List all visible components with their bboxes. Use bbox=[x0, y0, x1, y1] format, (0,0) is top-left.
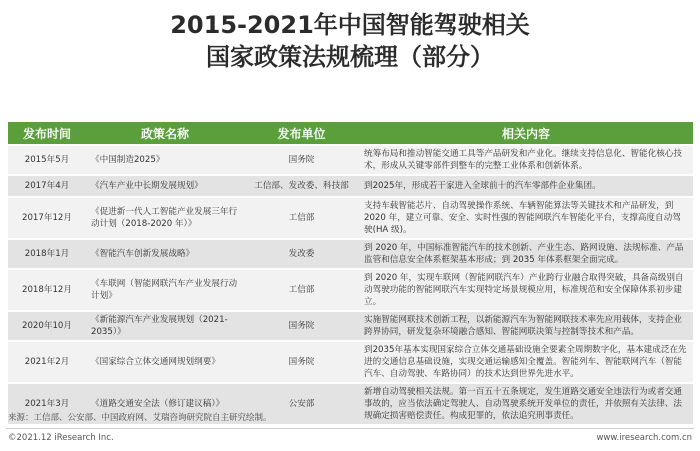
table-row bbox=[8, 198, 693, 238]
cell-policy-name: 《新能源汽车产业发展规划（2021-2035）》 bbox=[86, 312, 244, 340]
cell-policy-name: 《车联网（智能网联汽车产业发展行动计划》 bbox=[86, 270, 244, 310]
cell-issuer: 发改委 bbox=[244, 240, 359, 268]
table-row bbox=[8, 312, 693, 340]
cell-issuer: 工信部 bbox=[244, 270, 359, 310]
cell-policy-name: 《智能汽车创新发展战略》 bbox=[86, 240, 244, 268]
page-title-line2: 国家政策法规梳理（部分） bbox=[206, 43, 494, 71]
cell-issuer: 工信部、发改委、科技部 bbox=[244, 176, 359, 196]
cell-date: 2020年10月 bbox=[8, 312, 86, 340]
cell-date: 2021年2月 bbox=[8, 342, 86, 382]
source-note: 来源：工信部、公安部、中国政府网、艾瑞咨询研究院自主研究绘制。 bbox=[8, 413, 272, 423]
cell-policy-name: 《促进新一代人工智能产业发展三年行动计划（2018-2020 年）》 bbox=[86, 198, 244, 238]
header-policy-name: 政策名称 bbox=[86, 122, 244, 144]
cell-content: 统筹布局和推动智能交通工具等产品研发和产业化。继续支持信息化、智能化核心技术，形成从关键零部件到整车的完整工业体系和创新体系。 bbox=[359, 146, 693, 174]
header-issuer: 发布单位 bbox=[244, 122, 359, 144]
cell-issuer: 公安部 bbox=[244, 384, 359, 424]
cell-date: 2017年4月 bbox=[8, 176, 86, 196]
cell-issuer: 工信部 bbox=[244, 198, 359, 238]
website-link[interactable]: www.iresearch.com.cn bbox=[596, 433, 692, 443]
cell-content: 新增自动驾驶相关法规。第一百五十五条规定，发生道路交通安全违法行为或者交通事故的，应当依法确定驾驶人、自动驾驶系统开发单位的责任，并依照有关法律、法规确定损害赔偿责任。构成犯罪的，依法追究刑事责任。 bbox=[359, 384, 693, 424]
cell-content: 到 2020 年，中国标准智能汽车的技术创新、产业生态、路网设施、法规标准、产品监管和信息安全体系框架基本形成；到 2035 年体系框架全面完成。 bbox=[359, 240, 693, 268]
cell-date: 2015年5月 bbox=[8, 146, 86, 174]
cell-date: 2018年1月 bbox=[8, 240, 86, 268]
cell-policy-name: 《道路交通安全法（修订建议稿）》 bbox=[86, 384, 244, 424]
footer-divider bbox=[6, 428, 694, 429]
cell-policy-name: 《中国制造2025》 bbox=[86, 146, 244, 174]
cell-issuer: 国务院 bbox=[244, 342, 359, 382]
cell-content: 实施智能网联技术创新工程，以新能源汽车为智能网联技术率先应用载体，支持企业跨界协同，研发复杂环境融合感知、智能网联决策与控制等技术和产品。 bbox=[359, 312, 693, 340]
table-header-row bbox=[8, 122, 693, 144]
table-row bbox=[8, 342, 693, 382]
table-row bbox=[8, 270, 693, 310]
cell-content: 支持车载智能芯片、自动驾驶操作系统、车辆智能算法等关键技术和产品研发，到2020 年，建立可靠、安全、实时性强的智能网联汽车智能化平台，支撑高度自动驾驶(HA 级)。 bbox=[359, 198, 693, 238]
cell-content: 到2035年基本实现国家综合立体交通基础设施全要素全周期数字化，基本建成泛在先进的交通信息基础设施，实现交通运输感知全覆盖。智能列车、智能联网汽车（智能汽车、自动驾驶、车路协同）的技术达到世界先进水平。 bbox=[359, 342, 693, 382]
cell-policy-name: 《汽车产业中长期发展规划》 bbox=[86, 176, 244, 196]
table-row bbox=[8, 146, 693, 174]
cell-issuer: 国务院 bbox=[244, 146, 359, 174]
cell-issuer: 国务院 bbox=[244, 312, 359, 340]
page-title-line1: 2015-2021年中国智能驾驶相关 bbox=[170, 11, 530, 39]
cell-content: 到2025年，形成若干家进入全球前十的汽车零部件企业集团。 bbox=[359, 176, 693, 196]
header-content: 相关内容 bbox=[359, 122, 693, 144]
cell-date: 2018年12月 bbox=[8, 270, 86, 310]
policy-table bbox=[8, 120, 693, 426]
cell-content: 到 2020 年，实现车联网（智能网联汽车）产业跨行业融合取得突破，具备高级别自动驾驶功能的智能网联汽车实现特定场景规模应用，标准规范和安全保障体系初步建立。 bbox=[359, 270, 693, 310]
cell-policy-name: 《国家综合立体交通网规划纲要》 bbox=[86, 342, 244, 382]
copyright-text: ©2021.12 iResearch Inc. bbox=[8, 433, 114, 443]
table-row bbox=[8, 240, 693, 268]
table-row bbox=[8, 176, 693, 196]
cell-date: 2021年3月 bbox=[8, 384, 86, 424]
header-date: 发布时间 bbox=[8, 122, 86, 144]
cell-date: 2017年12月 bbox=[8, 198, 86, 238]
